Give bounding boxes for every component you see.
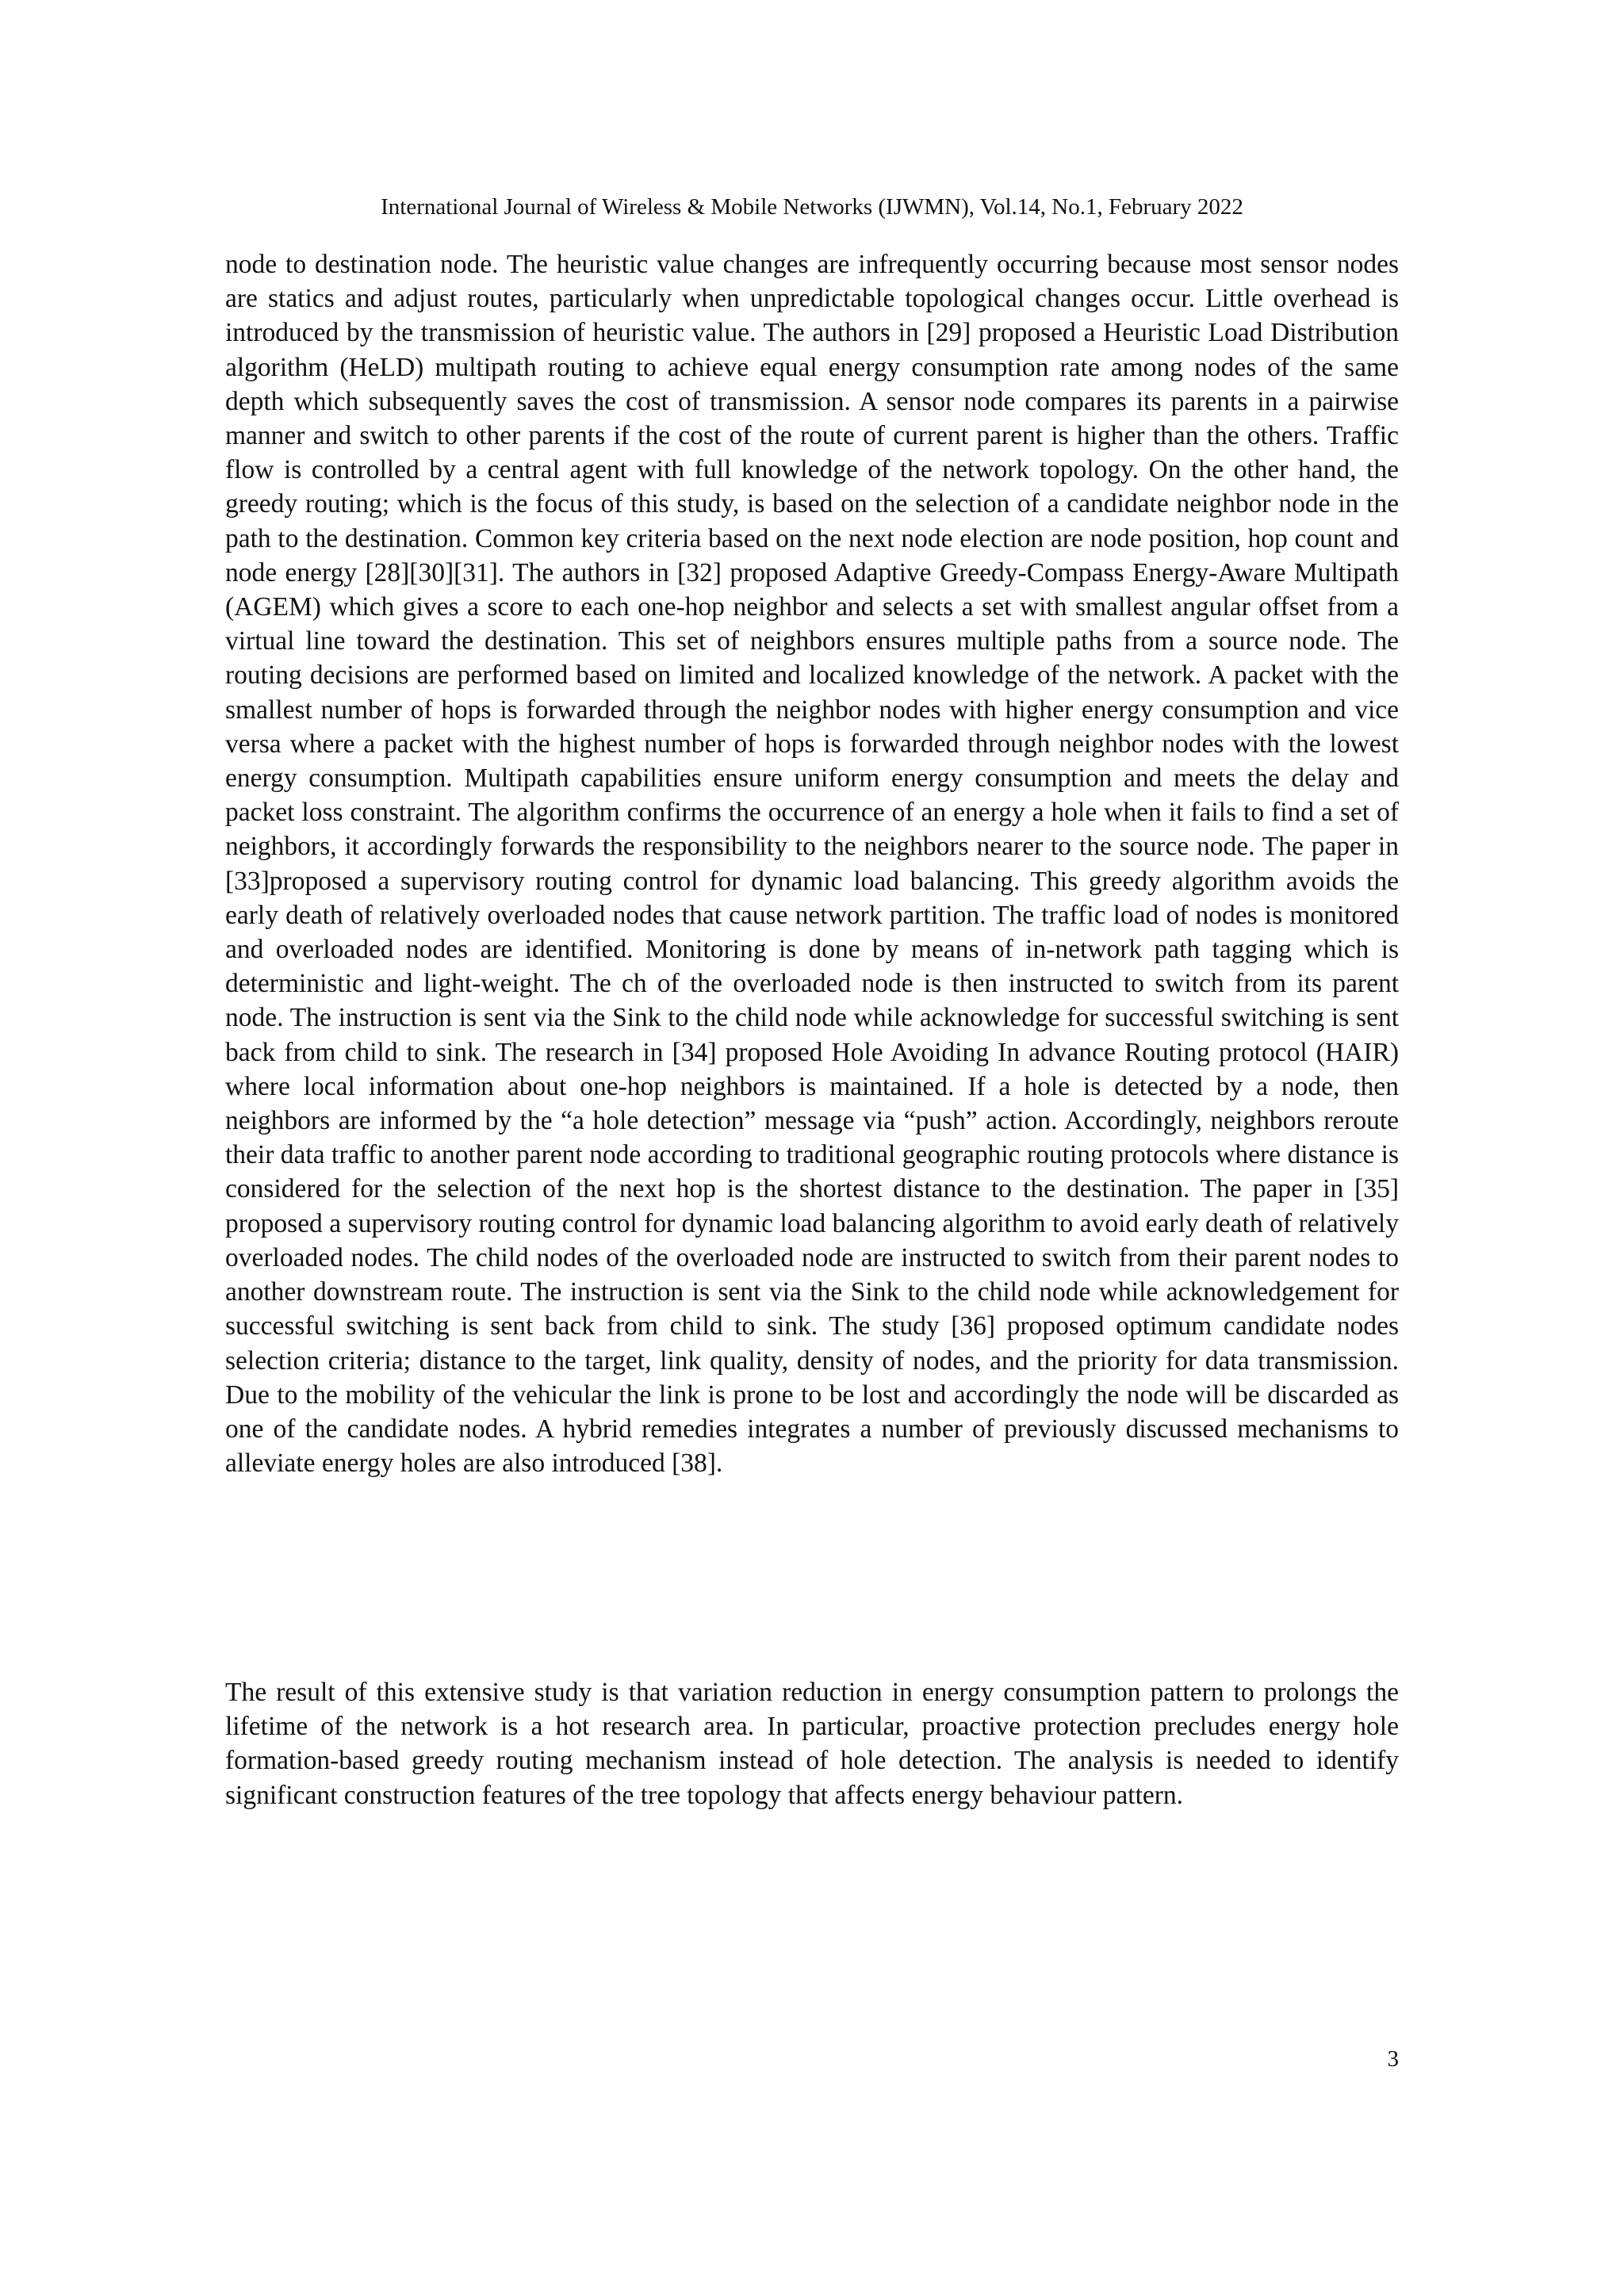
body-paragraph: The result of this extensive study is that variation reduction in energy consumption pattern to prolongs the lifetime of the network is a hot research area. In particular, proactive protection precludes energy hole formation-based greedy routing mechanism instead of hole detection. The analysis is needed to identify significant construction features of the tree topology that affects energy behaviour pattern. (225, 1678, 1399, 1810)
body-paragraph: node to destination node. The heuristic value changes are infrequently occurring because most sensor nodes are statics and adjust routes, particularly when unpredictable topological changes occur. Little overhead is introduced by the transmission of heuristic value. The authors in [29] proposed a Heuristic Load Distribution algorithm (HeLD) multipath routing to achieve equal energy consumption rate among nodes of the same depth which subsequently saves the cost of transmission. A sensor node compares its parents in a pairwise manner and switch to other parents if the cost of the route of current parent is higher than the others. Traffic flow is controlled by a central agent with full knowledge of the network topology. On the other hand, the greedy routing; which is the focus of this study, is based on the selection of a candidate neighbor node in the path to the destination. Common key criteria based on the next node election are node position, hop count and node energy [28][30][31]. The authors in [32] proposed Adaptive Greedy-Compass Energy-Aware Multipath (AGEM) which gives a score to each one-hop neighbor and selects a set with smallest angular offset from a virtual line toward the destination. This set of neighbors ensures multiple paths from a source node. The routing decisions are performed based on limited and localized knowledge of the network. A packet with the smallest number of hops is forwarded through the neighbor nodes with higher energy consumption and vice versa where a packet with the highest number of hops is forwarded through neighbor nodes with the lowest energy consumption. Multipath capabilities ensure uniform energy consumption and meets the delay and packet loss constraint. The algorithm confirms the occurrence of an energy a hole when it fails to find a set of neighbors, it accordingly forwards the responsibility to the neighbors nearer to the source node. The paper in [33]proposed a supervisory routing control for dynamic load balancing. This greedy algorithm avoids the early death of relatively overloaded nodes that cause network partition. The traffic load of nodes is monitored and overloaded nodes are identified. Monitoring is done by means of in-network path tagging which is deterministic and light-weight. The ch of the overloaded node is then instructed to switch from its parent node. The instruction is sent via the Sink to the child node while acknowledge for successful switching is sent back from child to sink. The research in [34] proposed Hole Avoiding In advance Routing protocol (HAIR) where local information about one-hop neighbors is maintained. If a hole is detected by a node, then neighbors are informed by the “a hole detection” message via “push” action. Accordingly, neighbors reroute their data traffic to another parent node according to traditional geographic routing protocols where distance is considered for the selection of the next hop is the shortest distance to the destination. The paper in [35] proposed a supervisory routing control for dynamic load balancing algorithm to avoid early death of relatively overloaded nodes. The child nodes of the overloaded node are instructed to switch from their parent nodes to another downstream route. The instruction is sent via the Sink to the child node while acknowledgement for successful switching is sent back from child to sink. The study [36] proposed optimum candidate nodes selection criteria; distance to the target, link quality, density of nodes, and the priority for data transmission. Due to the mobility of the vehicular the link is prone to be lost and accordingly the node will be discarded as one of the candidate nodes. A hybrid remedies integrates a number of previously discussed mechanisms to alleviate energy holes are also introduced [38]. (225, 250, 1399, 1479)
page-number: 3 (1387, 2046, 1399, 2072)
running-header: International Journal of Wireless & Mobile Networks (IJWMN), Vol.14, No.1, February 2022 (381, 194, 1243, 220)
